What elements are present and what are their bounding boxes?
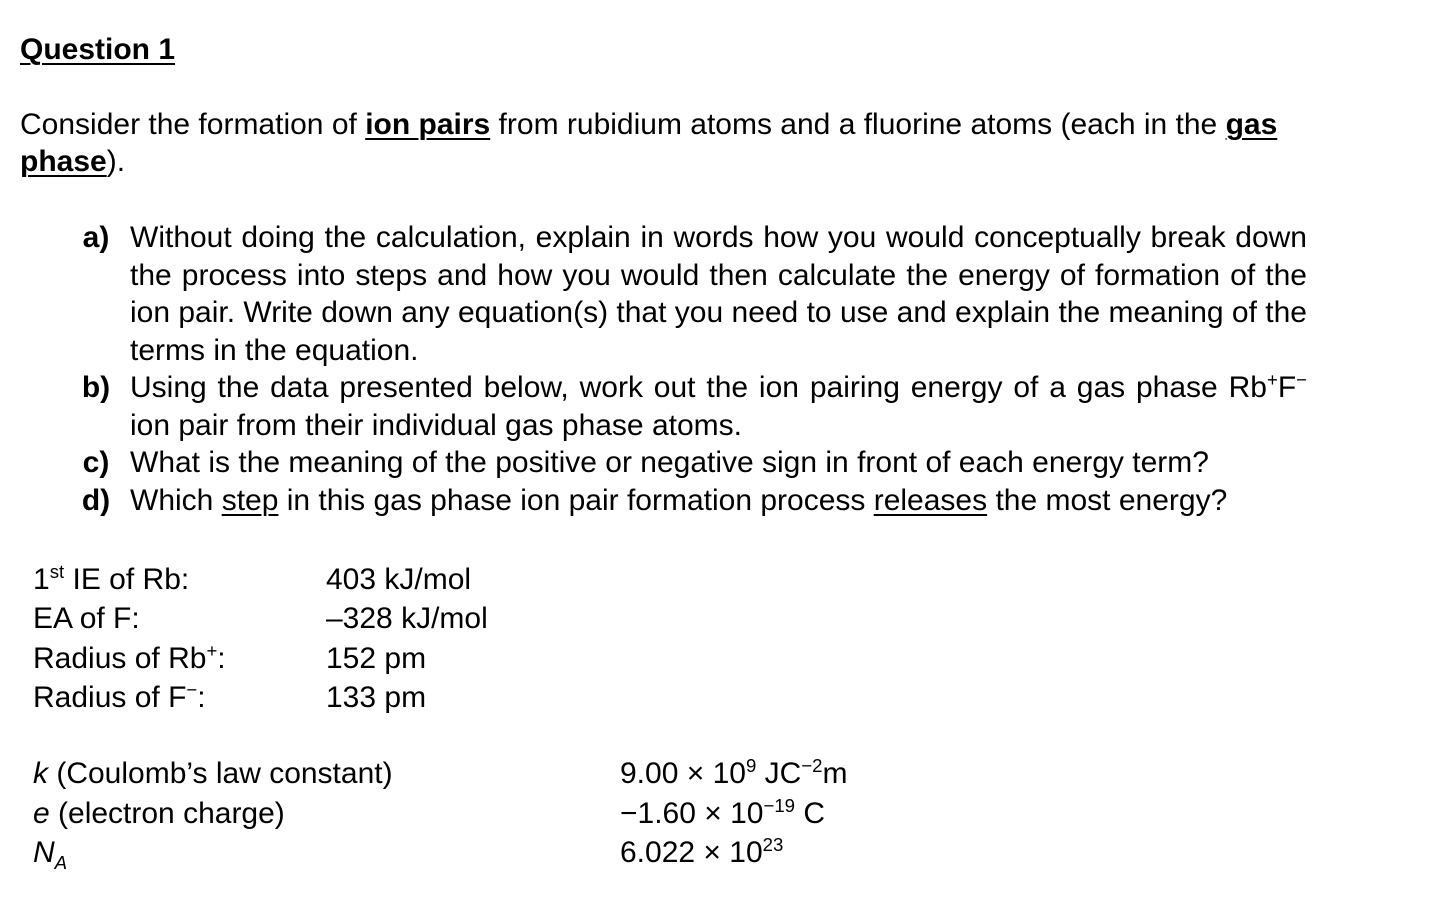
part-d-text: in this gas phase ion pair formation process (278, 483, 874, 517)
constant-label (33, 833, 67, 873)
cation-charge: + (1266, 369, 1278, 390)
question-intro (20, 106, 1380, 180)
intro-text: ). (106, 145, 126, 178)
label-part: Radius of Rb (33, 641, 207, 675)
part-label: c) (82, 446, 110, 479)
data-value: 403 kJ/mol (326, 563, 472, 596)
constant-label (33, 794, 285, 834)
data-value: 133 pm (326, 680, 427, 714)
intro-term-gas-phase: gas phase (20, 108, 1278, 178)
value-unit: C (795, 796, 826, 830)
value-exponent: −19 (763, 794, 796, 816)
part-label: d) (81, 483, 111, 517)
part-b-text: Using the data presented below, work out the ion pairing energy of a gas phase Rb (130, 371, 1267, 404)
data-label (33, 678, 206, 717)
part-b (62, 369, 1307, 444)
value-exponent: 9 (745, 755, 757, 776)
constant-description: (electron charge) (49, 796, 285, 830)
constant-description: (Coulomb’s law constant) (48, 757, 393, 790)
constant-symbol: e (33, 796, 50, 830)
part-d-text: the most energy? (987, 483, 1228, 517)
constant-value (620, 794, 825, 834)
part-d-text: Which (130, 483, 222, 517)
constant-label (33, 754, 393, 794)
value-unit: m (822, 757, 848, 790)
unit-exponent: −2 (801, 755, 823, 776)
label-part: : (217, 641, 226, 675)
question-parts (62, 219, 1307, 519)
value-mantissa: 6.022 × 10 (620, 836, 763, 869)
question-title: Question 1 (20, 33, 176, 66)
part-d-emphasis-releases: releases (873, 483, 988, 517)
part-label: a) (82, 221, 110, 254)
part-label: b) (81, 371, 111, 404)
data-label (33, 599, 140, 638)
intro-text: from rubidium atoms and a fluorine atoms (each in the (490, 108, 1226, 141)
label-superscript: + (206, 639, 218, 661)
part-d (62, 482, 1307, 520)
value-unit: JC (756, 757, 802, 790)
label-part: IE of Rb: (64, 563, 190, 596)
part-c (62, 444, 1307, 482)
anion-charge: − (1296, 369, 1307, 390)
constant-symbol: k (33, 757, 48, 790)
value-mantissa: −1.60 × 10 (620, 796, 764, 830)
intro-term-ion-pairs: ion pairs (365, 108, 491, 141)
part-b-text: ion pair from their individual gas phase atoms. (130, 408, 742, 442)
data-label (33, 560, 189, 599)
constant-symbol: N (33, 836, 55, 869)
part-text (130, 369, 1307, 444)
value-exponent: 23 (762, 834, 784, 855)
label-superscript: st (49, 561, 65, 582)
part-text: Without doing the calculation, explain in words how you would conceptually break down the process into steps and how you would then calculate the energy of formation of the ion pair. Write down any equation(s) that you need to use and explain the meaning of the terms in the equation. (130, 221, 1307, 367)
intro-text: Consider the formation of (20, 108, 366, 141)
part-a (62, 219, 1307, 369)
label-part: : (197, 680, 206, 714)
label-superscript: − (186, 678, 198, 700)
constant-value (620, 754, 848, 794)
constant-value (620, 833, 783, 873)
part-text: What is the meaning of the positive or negative sign in front of each energy term? (130, 446, 1209, 479)
label-part: 1 (33, 563, 50, 596)
label-part: Radius of F (33, 680, 187, 714)
data-value: –328 kJ/mol (326, 602, 488, 636)
value-mantissa: 9.00 × 10 (620, 757, 746, 790)
fluorine-symbol: F (1277, 371, 1297, 404)
part-text (130, 482, 1307, 520)
constant-symbol-subscript: A (54, 852, 68, 873)
part-d-emphasis-step: step (221, 483, 279, 517)
data-value: 152 pm (326, 641, 427, 675)
data-label (33, 639, 226, 678)
label-part: EA of F: (33, 602, 140, 636)
